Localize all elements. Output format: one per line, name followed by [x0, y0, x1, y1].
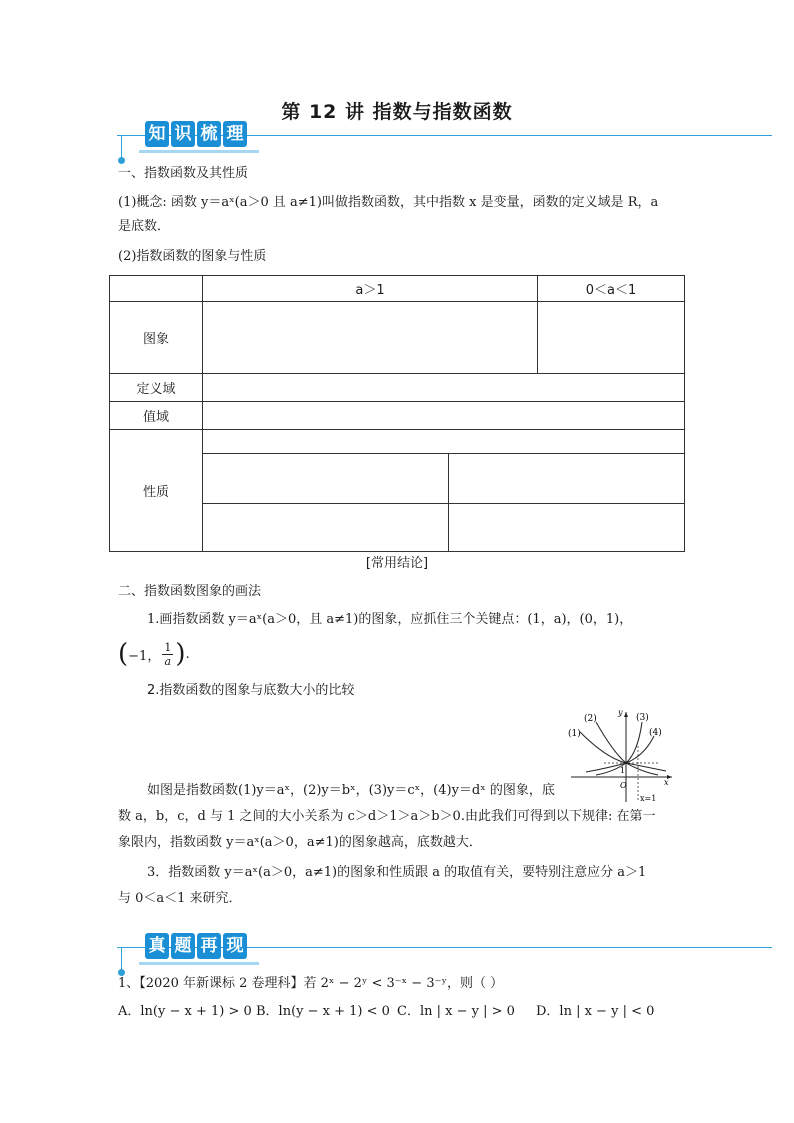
banner-char: 识	[171, 121, 195, 147]
domain-cell	[203, 374, 685, 402]
option-b: B．ln(y − x + 1) < 0	[256, 1004, 390, 1019]
property-cell-right-1	[449, 454, 685, 504]
comparison-para-line2: 数 a，b，c，d 与 1 之间的大小关系为 c＞d＞1＞a＞b＞0.由此我们可得到以下规律: 在第一	[118, 809, 656, 824]
property-cell-common	[203, 430, 685, 454]
label-curve-2: (2)	[584, 714, 597, 724]
row-label-properties: 性质	[110, 430, 203, 552]
range-cell	[203, 402, 685, 430]
curve-3	[596, 722, 642, 775]
concept-text-line2: 是底数．	[118, 219, 171, 234]
graph-cell-a-gt-1	[203, 302, 538, 374]
banner-char: 真	[145, 933, 169, 959]
fraction-numerator: 1	[164, 640, 172, 654]
section-banner-real-questions	[117, 936, 772, 972]
banner-char: 理	[223, 121, 247, 147]
label-curve-4: (4)	[649, 728, 662, 738]
question-1: 1、【2020 年新课标 2 卷理科】若 2ˣ − 2ʸ < 3⁻ˣ − 3⁻ʸ，则（ ）	[118, 976, 504, 991]
left-paren: (	[118, 639, 129, 669]
table-corner-cell	[110, 276, 203, 302]
section-banner-knowledge	[117, 124, 772, 160]
banner-char: 再	[197, 933, 221, 959]
y-axis-label: y	[618, 708, 623, 717]
fraction-denominator: a	[164, 654, 172, 668]
key-point-fraction	[118, 636, 190, 672]
banner-char: 知	[145, 121, 169, 147]
row-label-domain: 定义域	[110, 374, 203, 402]
header-a-gt-1: a＞1	[203, 276, 538, 302]
right-paren: )	[175, 639, 186, 669]
x-eq-1-label: x=1	[640, 794, 657, 803]
label-curve-1: (1)	[568, 729, 581, 739]
y-axis-arrow	[624, 712, 628, 717]
banner-char: 现	[223, 933, 247, 959]
comparison-para-line1: 如图是指数函数(1)y＝aˣ，(2)y＝bˣ，(3)y＝cˣ，(4)y＝dˣ 的图象，底	[147, 783, 555, 798]
banner-label	[139, 933, 253, 961]
property-cell-left-2	[203, 504, 449, 552]
banner-underline	[139, 150, 259, 153]
fraction	[162, 641, 173, 668]
banner-tick	[121, 135, 122, 159]
period: .	[185, 646, 190, 662]
page-title: 第 12 讲 指数与指数函数	[281, 101, 513, 123]
banner-label	[139, 121, 253, 149]
banner-tick	[121, 947, 122, 971]
option-d: D．ln | x − y | < 0	[536, 1004, 655, 1019]
heading-exp-function-properties: 一、指数函数及其性质	[118, 166, 249, 181]
label-curve-3: (3)	[636, 713, 649, 723]
property-cell-right-2	[449, 504, 685, 552]
option-a: A．ln(y − x + 1) > 0	[118, 1004, 252, 1019]
header-a-lt-1: 0＜a＜1	[538, 276, 685, 302]
fraction-prefix: −1，	[128, 648, 161, 664]
heading-graph-drawing: 二、指数函数图象的画法	[118, 584, 262, 599]
common-conclusion-tag: [常用结论]	[365, 556, 429, 571]
property-cell-left-1	[203, 454, 449, 504]
concept-text-line1: (1)概念: 函数 y＝aˣ(a＞0 且 a≠1)叫做指数函数，其中指数 x 是变量，函数的定义域是 R，a	[118, 195, 659, 210]
point2-text: 2.指数函数的图象与底数大小的比较	[147, 683, 355, 698]
x-axis-label: x	[664, 778, 669, 787]
graph-cell-a-lt-1	[538, 302, 685, 374]
one-label: 1	[620, 766, 626, 775]
banner-char: 题	[171, 933, 195, 959]
option-c: C．ln | x − y | > 0	[397, 1004, 515, 1019]
point3-line1: 3．指数函数 y＝aˣ(a＞0，a≠1)的图象和性质跟 a 的取值有关，要特别注意应分 a＞1	[147, 865, 647, 880]
comparison-para-line3: 象限内，指数函数 y＝aˣ(a＞0，a≠1)的图象越高，底数越大．	[118, 835, 482, 850]
row-label-range: 值域	[110, 402, 203, 430]
exponential-curves-figure	[566, 706, 676, 806]
point1-text: 1.画指数函数 y＝aˣ(a＞0，且 a≠1)的图象，应抓住三个关键点：(1，a)，(0，1)，	[147, 612, 633, 627]
banner-underline	[139, 962, 259, 965]
properties-table	[109, 275, 685, 552]
point3-line2: 与 0＜a＜1 来研究．	[118, 891, 242, 906]
banner-char: 梳	[197, 121, 221, 147]
row-label-graph: 图象	[110, 302, 203, 374]
graph-properties-heading: (2)指数函数的图象与性质	[118, 249, 267, 264]
origin-label: O	[620, 781, 627, 790]
